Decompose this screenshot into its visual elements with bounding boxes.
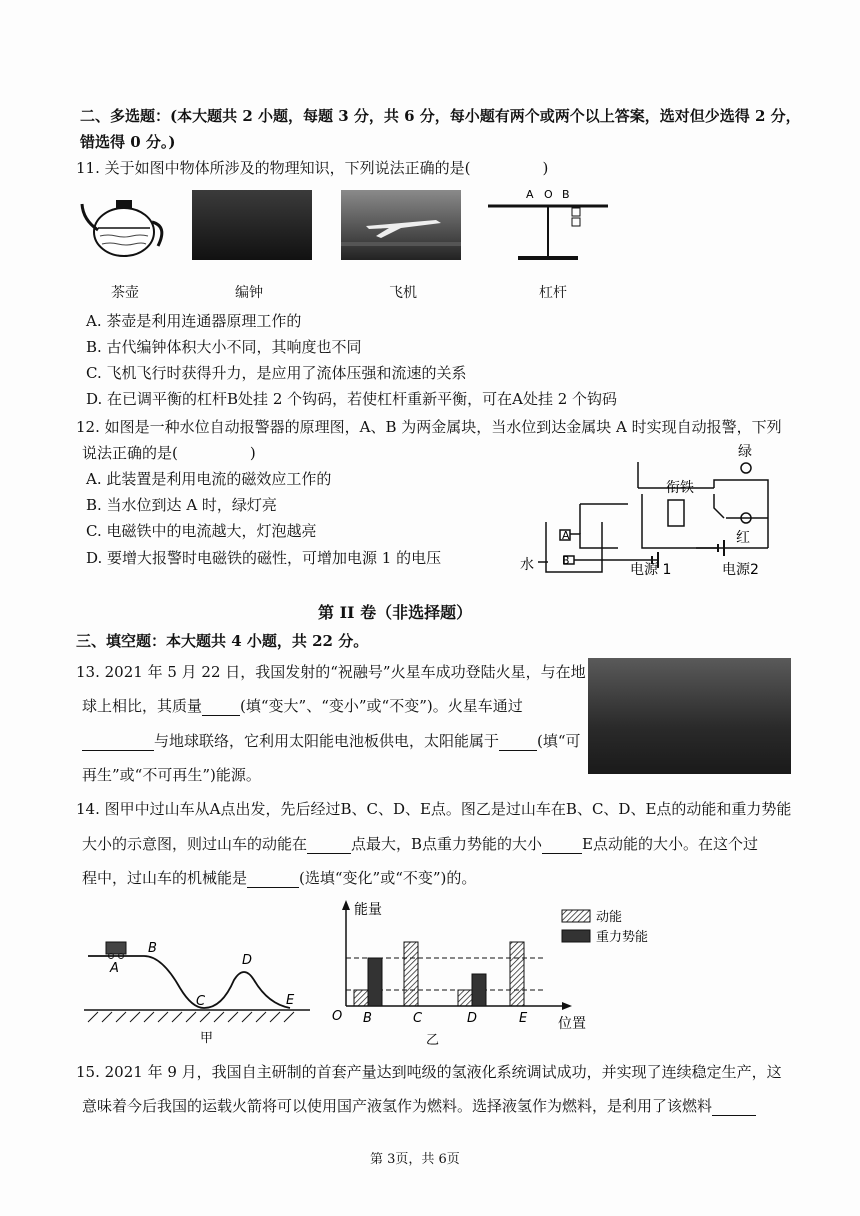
tick-label-b: B bbox=[363, 1011, 372, 1026]
q12-option-a: A. 此装置是利用电流的磁效应工作的 bbox=[86, 470, 332, 488]
q13-blank-energy[interactable] bbox=[499, 735, 537, 751]
metal-a-label: A bbox=[562, 529, 570, 542]
legend-label-kinetic: 动能 bbox=[596, 910, 623, 925]
track-label-b: B bbox=[148, 941, 157, 956]
q13-line3: 与地球联络，它利用太阳能电池板供电，太阳能属于 (填“可 bbox=[82, 731, 581, 751]
bar-kinetic-b bbox=[354, 990, 368, 1006]
q12-stem-cont: 说法正确的是( ) bbox=[82, 444, 256, 462]
q11-option-a: A. 茶壶是利用连通器原理工作的 bbox=[86, 312, 302, 330]
q14-line2: 大小的示意图，则过山车的动能在 点最大，B点重力势能的大小 E点动能的大小。在这个过 bbox=[82, 835, 758, 853]
armature-label: 衔铁 bbox=[666, 480, 694, 496]
lever-label-o: O bbox=[544, 188, 553, 201]
lever-label-b: B bbox=[562, 188, 570, 201]
lever-image bbox=[482, 186, 614, 266]
chart-x-label: 位置 bbox=[558, 1016, 586, 1032]
q14-blank-mech[interactable] bbox=[247, 872, 299, 888]
q15-blank-fuel[interactable] bbox=[712, 1100, 756, 1116]
track-label-d: D bbox=[242, 953, 253, 968]
tick-label-e: E bbox=[519, 1011, 528, 1026]
q12-option-c: C. 电磁铁中的电流越大，灯泡越亮 bbox=[86, 522, 317, 540]
lever-label-a: A bbox=[526, 188, 534, 201]
q13-line2: 球上相比，其质量 (填“变大”、“变小”或“不变”)。火星车通过 bbox=[82, 697, 523, 715]
caption-teapot: 茶壶 bbox=[111, 285, 139, 301]
section3-title: 三、填空题：本大题共 4 小题，共 22 分。 bbox=[76, 632, 369, 650]
bianzhong-photo bbox=[192, 190, 312, 260]
chart-y-label: 能量 bbox=[354, 902, 382, 918]
track-caption: 甲 bbox=[200, 1031, 214, 1046]
lamp-green-label: 绿 bbox=[738, 444, 752, 460]
track-label-a: A bbox=[110, 961, 119, 976]
roller-coaster-diagram bbox=[84, 928, 314, 1050]
q11-option-b: B. 古代编钟体积大小不同，其响度也不同 bbox=[86, 338, 362, 356]
airplane-icon bbox=[341, 190, 461, 260]
water-label: 水 bbox=[520, 557, 534, 573]
caption-airplane: 飞机 bbox=[389, 285, 417, 301]
legend-swatch-kinetic bbox=[562, 910, 590, 922]
x-axis-arrow-icon bbox=[562, 1002, 572, 1010]
bar-kinetic-e bbox=[510, 942, 524, 1006]
teapot-image bbox=[78, 190, 170, 262]
source1-label: 电源 1 bbox=[630, 562, 672, 578]
mars-rover-photo bbox=[588, 658, 791, 774]
q12-stem: 12. 如图是一种水位自动报警器的原理图，A、B 为两金属块，当水位到达金属块 A 时实现自动报警，下列 bbox=[76, 418, 782, 436]
q13-line1: 13. 2021 年 5 月 22 日，我国发射的“祝融号”火星车成功登陆火星，与在地 bbox=[76, 663, 586, 681]
chart-origin-label: O bbox=[332, 1009, 343, 1024]
q11-option-d: D. 在已调平衡的杠杆B处挂 2 个钩码，若使杠杆重新平衡，可在A处挂 2 个钩码 bbox=[86, 390, 618, 408]
part2-title: 第 II 卷（非选择题） bbox=[318, 603, 473, 622]
bar-kinetic-d bbox=[458, 990, 472, 1006]
lamp-red-label: 红 bbox=[736, 530, 750, 546]
caption-lever: 杠杆 bbox=[539, 285, 567, 301]
section2-title-cont: 错选得 0 分。) bbox=[80, 133, 176, 151]
tick-label-d: D bbox=[467, 1011, 478, 1026]
q11-option-c: C. 飞机飞行时获得升力，是应用了流体压强和流速的关系 bbox=[86, 364, 467, 382]
caption-bianzhong: 编钟 bbox=[235, 285, 263, 301]
section2-title: 二、多选题：(本大题共 2 小题，每题 3 分，共 6 分，每小题有两个或两个以上答案，选对但少选得 2 分， bbox=[80, 107, 801, 125]
q14-line3: 程中，过山车的机械能是 (选填“变化”或“不变”)的。 bbox=[82, 869, 477, 887]
q12-option-d: D. 要增大报警时电磁铁的磁性，可增加电源 1 的电压 bbox=[86, 549, 442, 567]
airplane-photo bbox=[341, 190, 461, 260]
q14-blank-max-ke[interactable] bbox=[307, 838, 351, 854]
q13-line4: 再生”或“不可再生”)能源。 bbox=[82, 766, 261, 784]
bar-kinetic-c bbox=[404, 942, 418, 1006]
q13-blank-signal[interactable] bbox=[82, 735, 154, 751]
bar-potential-d bbox=[472, 974, 486, 1006]
metal-b-label: B bbox=[562, 554, 570, 567]
source2-label: 电源2 bbox=[722, 562, 759, 578]
energy-bar-chart bbox=[326, 896, 676, 1048]
q11-stem: 11. 关于如图中物体所涉及的物理知识，下列说法正确的是( ) bbox=[76, 159, 549, 177]
page-footer: 第 3页，共 6页 bbox=[370, 1152, 460, 1167]
legend-swatch-potential bbox=[562, 930, 590, 942]
legend-label-potential: 重力势能 bbox=[596, 930, 649, 945]
track-label-c: C bbox=[196, 994, 206, 1009]
q13-blank-mass[interactable] bbox=[202, 700, 240, 716]
chart-caption: 乙 bbox=[426, 1033, 440, 1048]
track-label-e: E bbox=[286, 993, 295, 1008]
water-alarm-diagram bbox=[518, 444, 780, 578]
q14-line1: 14. 图甲中过山车从A点出发，先后经过B、C、D、E点。图乙是过山车在B、C、D、E点的动能和重力势能 bbox=[76, 800, 792, 818]
tick-label-c: C bbox=[413, 1011, 423, 1026]
q15-line2: 意味着今后我国的运载火箭将可以使用国产液氢作为燃料。选择液氢作为燃料，是利用了该燃料 bbox=[82, 1096, 756, 1116]
q14-blank-compare[interactable] bbox=[542, 838, 582, 854]
q15-line1: 15. 2021 年 9 月，我国自主研制的首套产量达到吨级的氢液化系统调试成功，并实现了连续稳定生产，这 bbox=[76, 1063, 782, 1081]
bar-potential-b bbox=[368, 958, 382, 1006]
y-axis-arrow-icon bbox=[342, 900, 350, 910]
q12-option-b: B. 当水位到达 A 时，绿灯亮 bbox=[86, 496, 277, 514]
